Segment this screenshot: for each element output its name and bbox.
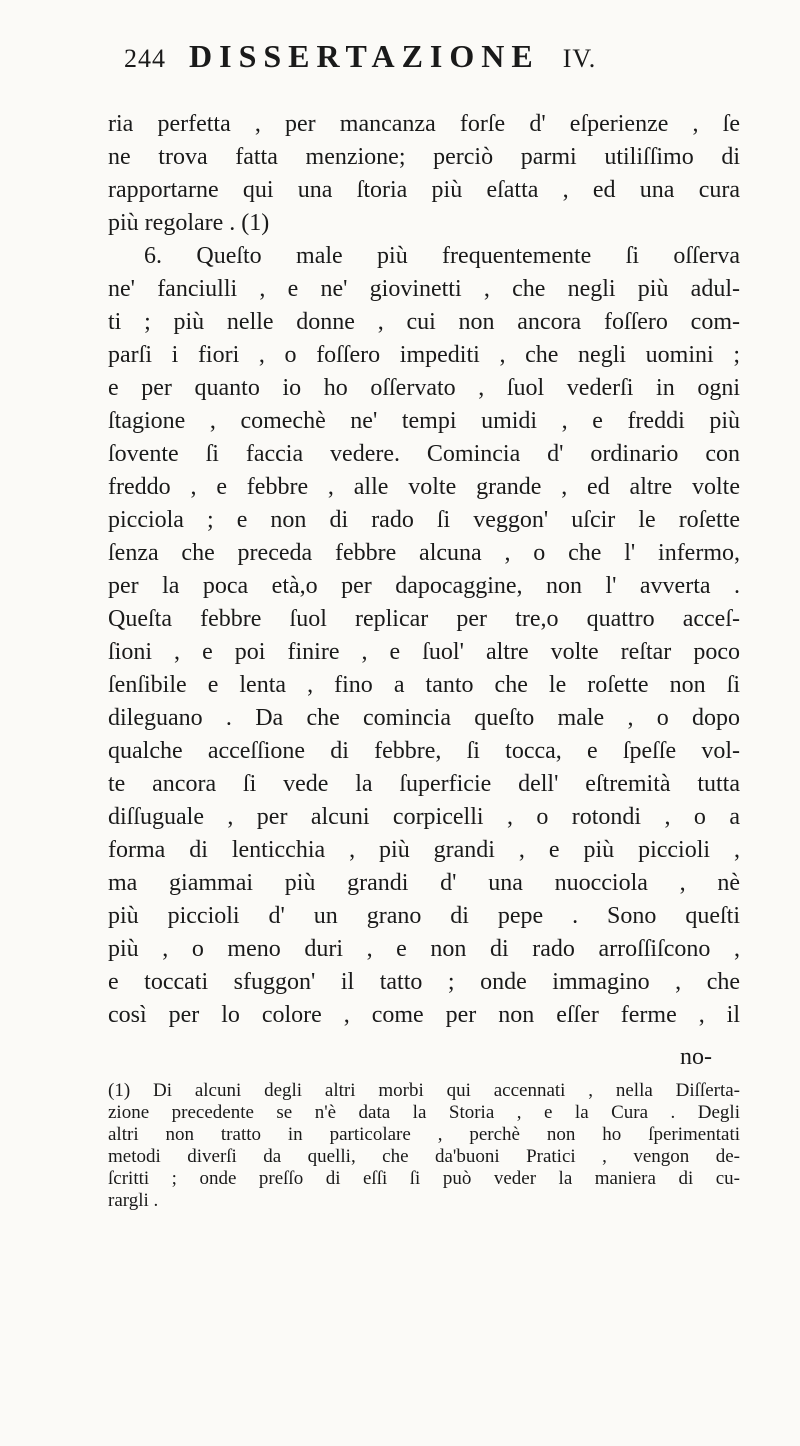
text-line: più , o meno duri , e non di rado arroſſiſcono , <box>108 936 740 962</box>
text-line: e toccati sfuggon' il tatto ; onde immagino , che <box>108 969 740 995</box>
page-number: 244 <box>124 44 166 73</box>
text-line: dileguano . Da che comincia queſto male , o dopo <box>108 705 740 731</box>
text-line: rapportarne qui una ſtoria più eſatta , ed una cura <box>108 177 740 203</box>
text-line: diſſuguale , per alcuni corpicelli , o rotondi , o a <box>108 804 740 830</box>
footnote-line: metodi diverſi da quelli, che da'buoni Pratici , vengon de- <box>108 1146 740 1167</box>
footnote-line: altri non tratto in particolare , perchè non ho ſperimentati <box>108 1124 740 1145</box>
header-part: IV. <box>562 44 597 73</box>
text-line: forma di lenticchia , più grandi , e più piccioli , <box>108 837 740 863</box>
text-line: te ancora ſi vede la ſuperficie dell' eſtremità tutta <box>108 771 740 797</box>
text-line: parſi i fiori , o foſſero impediti , che negli uomini ; <box>108 342 740 368</box>
text-line: ma giammai più grandi d' una nuocciola , nè <box>108 870 740 896</box>
text-line: ſenſibile e lenta , fino a tanto che le roſette non ſi <box>108 672 740 698</box>
text-line: ſtagione , comechè ne' tempi umidi , e freddi più <box>108 408 740 434</box>
catchword: no- <box>680 1044 712 1070</box>
text-line: qualche acceſſione di febbre, ſi tocca, e ſpeſſe vol- <box>108 738 740 764</box>
text-line: più regolare . (1) <box>108 210 270 236</box>
footnote-line: zione precedente se n'è data la Storia , e la Cura . Degli <box>108 1102 740 1123</box>
text-line: ti ; più nelle donne , cui non ancora foſſero com- <box>108 309 740 335</box>
footnote-line: (1) Di alcuni degli altri morbi qui accennati , nella Diſſerta- <box>108 1080 740 1101</box>
text-line: per la poca età,o per dapocaggine, non l' avverta . <box>108 573 740 599</box>
running-header <box>124 38 724 82</box>
text-line: ne trova fatta menzione; perciò parmi utiliſſimo di <box>108 144 740 170</box>
footnote <box>108 1080 740 1212</box>
text-line: ſenza che preceda febbre alcuna , o che l' infermo, <box>108 540 740 566</box>
text-line: ſovente ſi faccia vedere. Comincia d' ordinario con <box>108 441 740 467</box>
main-text <box>108 108 740 1032</box>
text-line: e per quanto io ho oſſervato , ſuol vederſi in ogni <box>108 375 740 401</box>
text-line: così per lo colore , come per non eſſer ferme , il <box>108 1002 740 1028</box>
text-line: Queſta febbre ſuol replicar per tre,o quattro acceſ- <box>108 606 740 632</box>
text-line: 6. Queſto male più frequentemente ſi oſſerva <box>144 243 740 269</box>
text-line: ria perfetta , per mancanza forſe d' eſperienze , ſe <box>108 111 740 137</box>
text-line: picciola ; e non di rado ſi veggon' uſcir le roſette <box>108 507 740 533</box>
footnote-line: ſcritti ; onde preſſo di eſſi ſi può veder la maniera di cu- <box>108 1168 740 1189</box>
text-line: ne' fanciulli , e ne' giovinetti , che negli più adul- <box>108 276 740 302</box>
text-line: più piccioli d' un grano di pepe . Sono queſti <box>108 903 740 929</box>
text-line: ſioni , e poi finire , e ſuol' altre volte reſtar poco <box>108 639 740 665</box>
text-line: freddo , e febbre , alle volte grande , ed altre volte <box>108 474 740 500</box>
header-title: DISSERTAZIONE <box>189 38 540 74</box>
footnote-line: rargli . <box>108 1190 159 1211</box>
